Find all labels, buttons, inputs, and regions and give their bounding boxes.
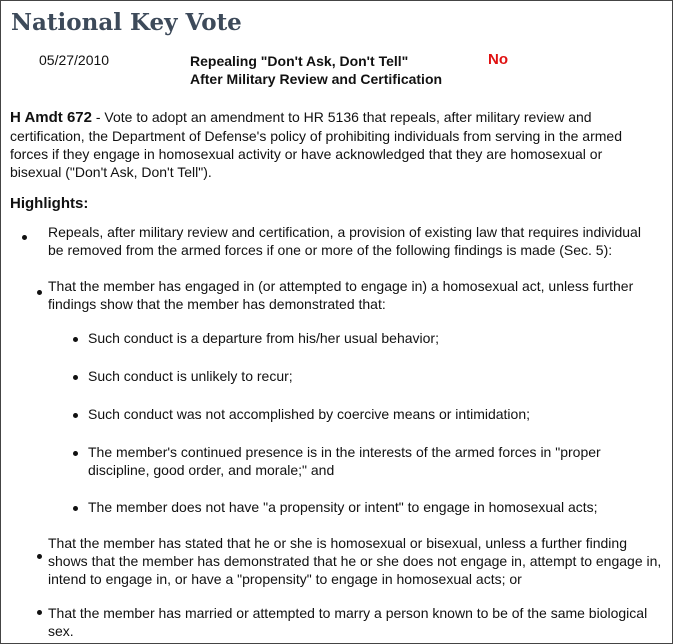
bullet-icon	[73, 375, 78, 380]
bill-id: H Amdt 672	[10, 109, 92, 126]
bullet-icon	[73, 451, 78, 456]
bullet-icon	[22, 235, 27, 240]
highlight-subitem: Such conduct is unlikely to recur;	[88, 368, 293, 384]
highlight-subitem: The member's continued presence is in the interests of the armed forces in "proper discipline, good order, and morale;" and	[88, 444, 601, 478]
highlight-subitem: The member does not have "a propensity or intent" to engage in homosexual acts;	[88, 499, 598, 515]
highlight-item: That the member has engaged in (or attempted to engage in) a homosexual act, unless further findings show that the member has demonstrated that:	[48, 278, 634, 312]
vote-summary	[10, 108, 650, 181]
summary-text: - Vote to adopt an amendment to HR 5136 that repeals, after military review and certification, the Department of Defense's policy of prohibiting individuals from serving in the armed forces if they engage in homosexual activity or have acknowledged that they are homosexual or bisexual ("Don't Ask, Don't Tell").	[10, 109, 622, 180]
bullet-icon	[37, 610, 42, 615]
bullet-icon	[73, 413, 78, 418]
vote-result: No	[488, 51, 508, 68]
page-title: National Key Vote	[11, 9, 242, 36]
bullet-icon	[73, 506, 78, 511]
vote-date: 05/27/2010	[39, 52, 110, 68]
highlight-item: Repeals, after military review and certification, a provision of existing law that requires individual be removed from the armed forces if one or more of the following findings is made (Sec. 5):	[48, 224, 641, 258]
highlight-subitem: Such conduct is a departure from his/her usual behavior;	[88, 330, 439, 346]
bullet-icon	[37, 290, 42, 295]
highlight-item: That the member has stated that he or she is homosexual or bisexual, unless a further finding shows that the member has demonstrated that he or she does not engage in, attempt to engage in, intend to engage in, or have a "propensity" to engage in homosexual acts; or	[48, 535, 662, 587]
bullet-icon	[37, 554, 42, 559]
highlights-heading: Highlights:	[10, 195, 89, 212]
bullet-icon	[73, 337, 78, 342]
vote-title	[190, 52, 442, 88]
highlight-subitem: Such conduct was not accomplished by coercive means or intimidation;	[88, 406, 530, 422]
highlight-item: That the member has married or attempted to marry a person known to be of the same biological sex.	[48, 605, 648, 639]
vote-title-line-2: After Military Review and Certification	[190, 71, 443, 87]
vote-title-line-1: Repealing "Don't Ask, Don't Tell"	[190, 53, 409, 69]
